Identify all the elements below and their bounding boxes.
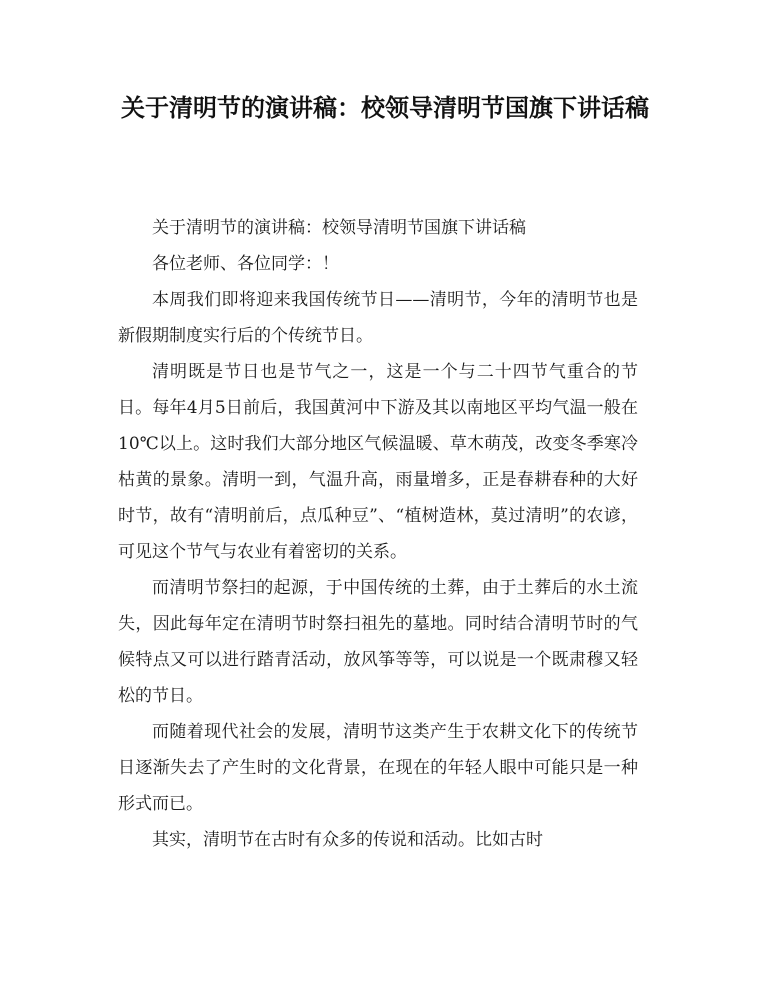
paragraph: 本周我们即将迎来我国传统节日——清明节，今年的清明节也是新假期制度实行后的个传统节日。 [118, 290, 638, 346]
document-title: 关于清明节的演讲稿：校领导清明节国旗下讲话稿 [121, 94, 649, 122]
paragraph: 而清明节祭扫的起源，于中国传统的土葬，由于土葬后的水土流失，因此每年定在清明节时祭扫祖先的墓地。同时结合清明节时的气候特点又可以进行踏青活动，放风筝等等，可以说是一个既肃穆又轻松的节日。 [118, 578, 638, 706]
paragraph: 其实，清明节在古时有众多的传说和活动。比如古时 [152, 830, 543, 850]
document-body [118, 210, 638, 858]
paragraph: 清明既是节日也是节气之一，这是一个与二十四节气重合的节日。每年4月5日前后，我国黄河中下游及其以南地区平均气温一般在10℃以上。这时我们大部分地区气候温暖、草木萌茂，改变冬季寒冷枯黄的景象。清明一到，气温升高，雨量增多，正是春耕春种的大好时节，故有“清明前后，点瓜种豆”、“植树造林，莫过清明”的农谚，可见这个节气与农业有着密切的关系。 [118, 362, 638, 562]
paragraph-subtitle: 关于清明节的演讲稿：校领导清明节国旗下讲话稿 [152, 218, 526, 238]
paragraph: 而随着现代社会的发展，清明节这类产生于农耕文化下的传统节日逐渐失去了产生时的文化背景，在现在的年轻人眼中可能只是一种形式而已。 [118, 722, 638, 814]
paragraph-greeting: 各位老师、各位同学：！ [152, 254, 339, 274]
